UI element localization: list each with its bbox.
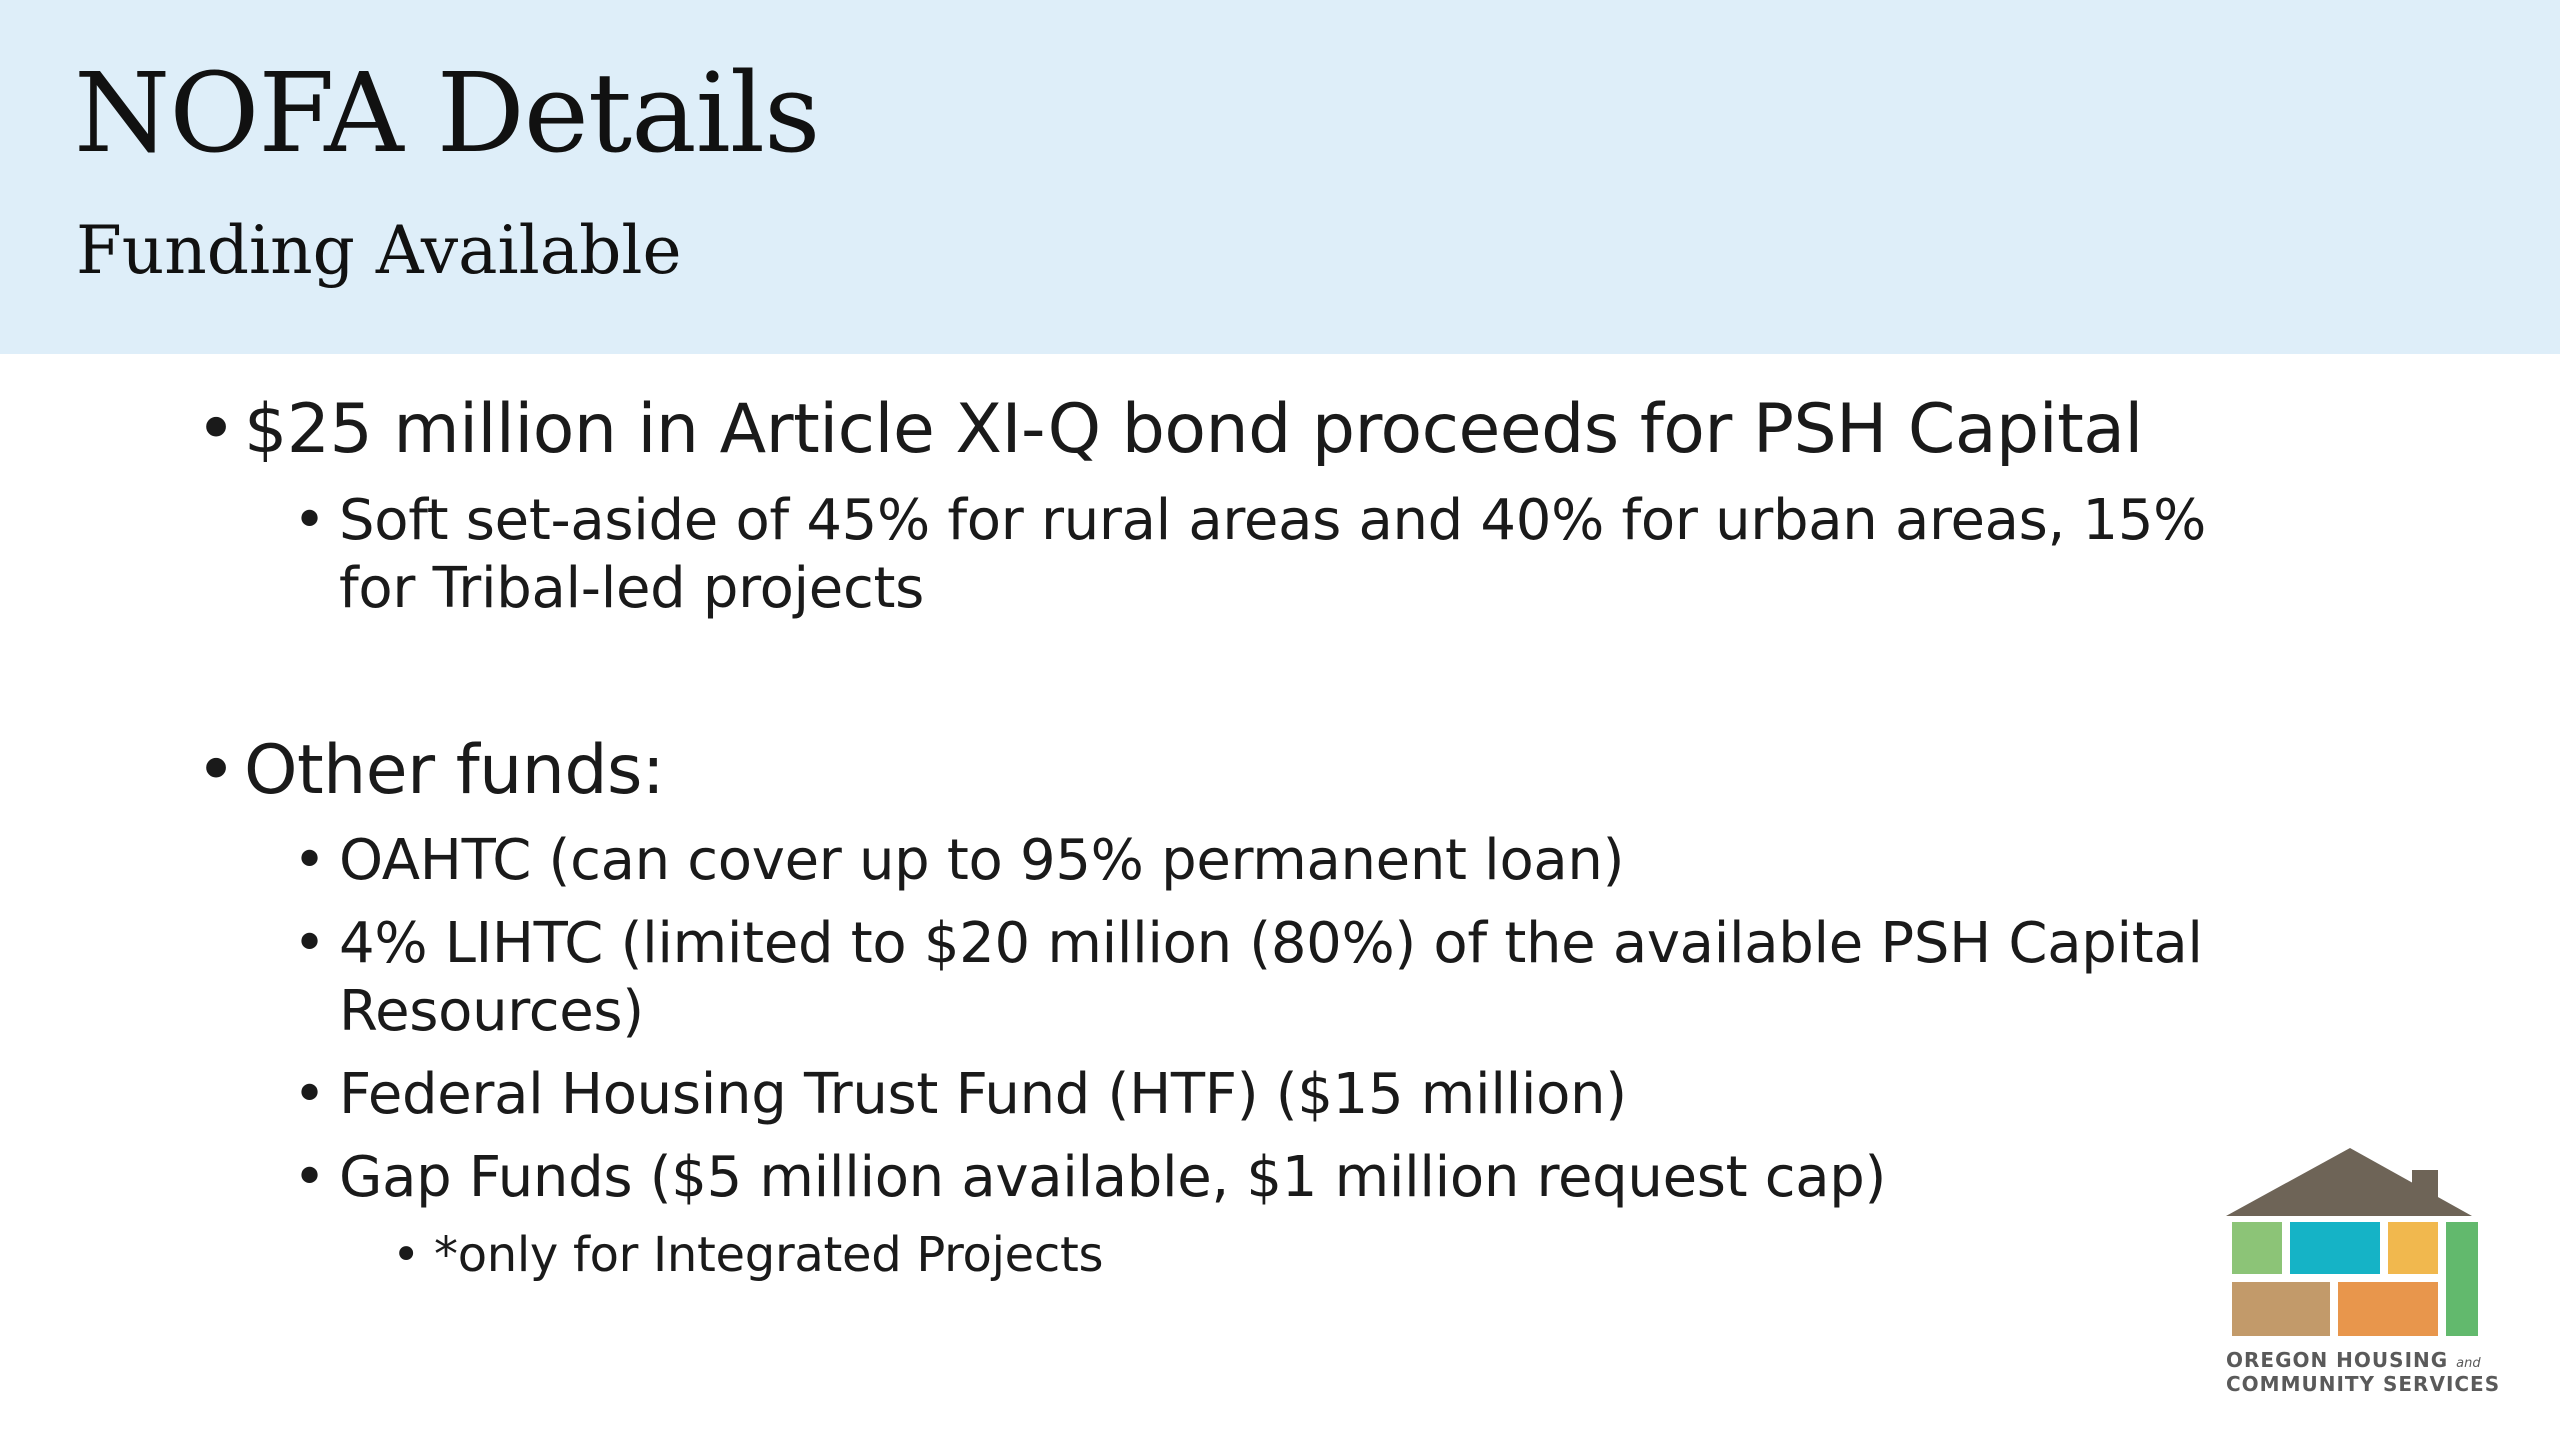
list-item	[293, 486, 2207, 556]
list-item-continuation	[339, 554, 924, 624]
bullet-marker: •	[293, 1145, 326, 1210]
house-block-teal	[2290, 1222, 2380, 1274]
list-item	[293, 909, 2203, 979]
list-item-continuation	[339, 977, 644, 1047]
list-item-text: Resources)	[339, 979, 644, 1044]
list-item	[293, 1143, 1887, 1213]
list-item-text: Other funds:	[244, 731, 665, 810]
slide-subtitle: Funding Available	[76, 212, 682, 289]
list-item	[196, 390, 2143, 470]
house-block-green-light	[2232, 1222, 2282, 1274]
bullet-marker: •	[392, 1227, 421, 1283]
logo-text-line2: COMMUNITY SERVICES	[2226, 1372, 2501, 1396]
house-block-green	[2446, 1222, 2478, 1336]
list-item	[196, 731, 665, 811]
list-item-text: *only for Integrated Projects	[434, 1227, 1104, 1283]
house-chimney	[2412, 1170, 2438, 1210]
slide-title: NOFA Details	[74, 49, 820, 177]
list-item-text: 4% LIHTC (limited to $20 million (80%) of the available PSH Capital	[339, 911, 2203, 976]
list-item-text: Gap Funds ($5 million available, $1 million request cap)	[339, 1145, 1887, 1210]
list-item-text: for Tribal-led projects	[339, 556, 924, 621]
list-item	[293, 1060, 1627, 1130]
list-item	[293, 826, 1625, 896]
house-block-orange	[2338, 1282, 2438, 1336]
bullet-marker: •	[196, 731, 236, 810]
logo-text-line1: OREGON HOUSING and	[2226, 1348, 2481, 1372]
list-item-text: OAHTC (can cover up to 95% permanent loan)	[339, 828, 1625, 893]
list-item-text: Federal Housing Trust Fund (HTF) ($15 million)	[339, 1062, 1627, 1127]
bullet-marker: •	[196, 390, 236, 469]
list-item-text: $25 million in Article XI-Q bond proceeds for PSH Capital	[244, 390, 2143, 469]
list-item	[392, 1225, 1104, 1285]
bullet-marker: •	[293, 1062, 326, 1127]
bullet-marker: •	[293, 911, 326, 976]
house-block-gold	[2388, 1222, 2438, 1274]
list-item-text: Soft set-aside of 45% for rural areas and 40% for urban areas, 15%	[339, 488, 2207, 553]
house-block-tan	[2232, 1282, 2330, 1336]
bullet-marker: •	[293, 488, 326, 553]
bullet-marker: •	[293, 828, 326, 893]
